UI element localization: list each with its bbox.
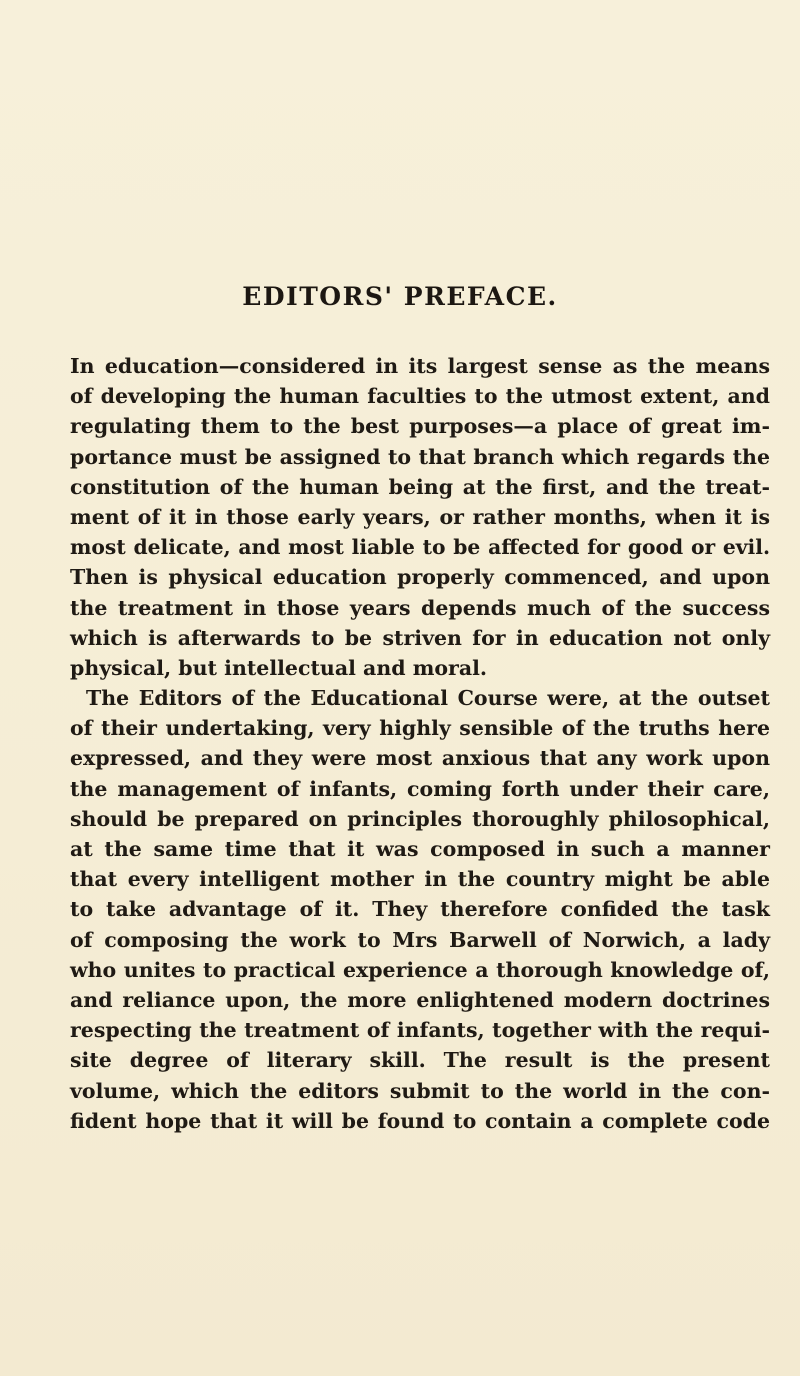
text-line: constitution of the human being at the first, and the treat- xyxy=(70,474,770,499)
text-line: volume, which the editors submit to the world in the con- xyxy=(70,1078,770,1103)
text-line: of developing the human faculties to the utmost extent, and xyxy=(70,384,770,409)
text-line: regulating them to the best purposes—a place of great im- xyxy=(70,414,770,439)
text-line: site degree of literary skill. The result is the present xyxy=(70,1048,770,1073)
text-line: who unites to practical experience a thorough knowledge of, xyxy=(70,957,770,982)
text-line-paragraph-end: physical, but intellectual and moral. xyxy=(70,655,488,680)
text-line: and reliance upon, the more enlightened modern doctrines xyxy=(70,987,770,1012)
text-line-paragraph-start: The Editors of the Educational Course were, at the outset xyxy=(86,686,770,711)
text-line: which is afterwards to be striven for in education not only xyxy=(70,625,770,650)
text-line: the management of infants, coming forth under their care, xyxy=(70,776,770,801)
text-line: expressed, and they were most anxious that any work upon xyxy=(70,746,770,771)
text-line: Then is physical education properly commenced, and upon xyxy=(70,565,770,590)
text-line: respecting the treatment of infants, together with the requi- xyxy=(70,1018,770,1043)
text-line: In education—considered in its largest sense as the means xyxy=(70,354,770,378)
text-line: fident hope that it will be found to contain a complete code xyxy=(70,1108,770,1133)
text-line: the treatment in those years depends much of the success xyxy=(70,595,770,620)
text-line: at the same time that it was composed in such a manner xyxy=(70,837,770,861)
text-line: most delicate, and most liable to be affected for good or evil. xyxy=(70,535,770,560)
text-line: to take advantage of it. They therefore confided the task xyxy=(70,897,770,922)
text-line: ment of it in those early years, or rather months, when it is xyxy=(70,504,770,529)
page-title: EDITORS' PREFACE. xyxy=(242,282,558,311)
text-line: of composing the work to Mrs Barwell of Norwich, a lady xyxy=(70,927,770,952)
preface-body xyxy=(70,351,770,1136)
text-line: that every intelligent mother in the country might be able xyxy=(70,867,770,892)
text-line: of their undertaking, very highly sensible of the truths here xyxy=(70,716,770,741)
text-line: portance must be assigned to that branch which regards the xyxy=(70,444,770,469)
text-line: should be prepared on principles thoroughly philosophical, xyxy=(70,806,770,831)
